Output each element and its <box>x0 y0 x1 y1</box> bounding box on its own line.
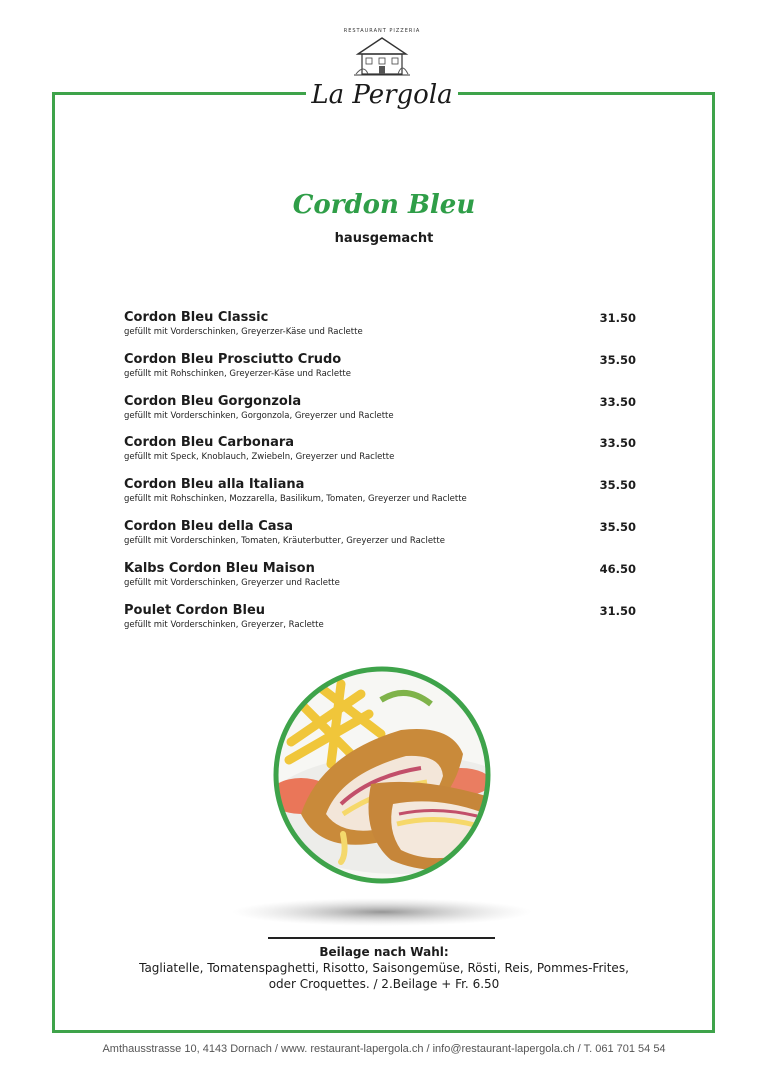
menu-list <box>124 310 636 644</box>
item-name: Cordon Bleu Prosciutto Crudo <box>124 351 342 367</box>
item-description: gefüllt mit Vorderschinken, Tomaten, Kräuterbutter, Greyerzer und Raclette <box>124 535 445 546</box>
item-description: gefüllt mit Vorderschinken, Greyerzer-Käse und Raclette <box>124 327 363 337</box>
restaurant-logo <box>306 22 458 112</box>
item-price: 33.50 <box>599 394 636 409</box>
item-name: Cordon Bleu della Casa <box>124 518 294 534</box>
divider-line <box>268 937 495 939</box>
item-name: Cordon Bleu Classic <box>124 310 269 325</box>
menu-item <box>124 310 636 352</box>
footer-contact: Amthausstrasse 10, 4143 Dornach / www. restaurant-lapergola.ch / info@restaurant-lapergola.ch / T. 061 701 54 54 <box>102 1043 666 1055</box>
menu-item <box>124 352 636 394</box>
item-name: Kalbs Cordon Bleu Maison <box>124 560 315 576</box>
item-name: Poulet Cordon Bleu <box>124 602 266 618</box>
item-description: gefüllt mit Rohschinken, Greyerzer-Käse und Raclette <box>124 368 351 379</box>
menu-item <box>124 561 636 603</box>
item-description: gefüllt mit Speck, Knoblauch, Zwiebeln, Greyerzer und Raclette <box>124 452 395 463</box>
item-name: Cordon Bleu Carbonara <box>124 435 295 451</box>
page-title: Cordon Bleu <box>292 190 476 220</box>
item-price: 46.50 <box>599 561 636 576</box>
item-description: gefüllt mit Vorderschinken, Gorgonzola, Greyerzer und Raclette <box>124 410 394 421</box>
house-icon <box>354 34 410 78</box>
side-dishes <box>0 944 768 992</box>
sides-line-1: Tagliatelle, Tomatenspaghetti, Risotto, Saisongemüse, Rösti, Reis, Pommes-Frites, <box>139 961 629 975</box>
page-subtitle: hausgemacht <box>334 231 434 246</box>
item-description: gefüllt mit Vorderschinken, Greyerzer, Raclette <box>124 619 324 630</box>
menu-item <box>124 435 636 477</box>
menu-item <box>124 519 636 561</box>
cordon-bleu-photo <box>231 664 537 930</box>
item-description: gefüllt mit Vorderschinken, Greyerzer und Raclette <box>124 577 340 588</box>
sides-title: Beilage nach Wahl: <box>319 945 449 959</box>
sides-line-2: oder Croquettes. / 2.Beilage + Fr. 6.50 <box>268 977 500 991</box>
item-price: 33.50 <box>599 436 636 451</box>
menu-item <box>124 603 636 645</box>
logo-tagline: RESTAURANT PIZZERIA <box>343 28 421 34</box>
item-price: 35.50 <box>599 352 636 367</box>
item-name: Cordon Bleu alla Italiana <box>124 477 305 493</box>
menu-item <box>124 394 636 436</box>
menu-item <box>124 477 636 519</box>
item-price: 35.50 <box>599 519 636 534</box>
item-price: 31.50 <box>599 311 636 325</box>
item-price: 35.50 <box>599 478 636 493</box>
item-name: Cordon Bleu Gorgonzola <box>124 393 302 409</box>
item-price: 31.50 <box>599 603 636 618</box>
item-description: gefüllt mit Rohschinken, Mozzarella, Basilikum, Tomaten, Greyerzer und Raclette <box>124 494 467 505</box>
logo-name: La Pergola <box>311 80 453 110</box>
